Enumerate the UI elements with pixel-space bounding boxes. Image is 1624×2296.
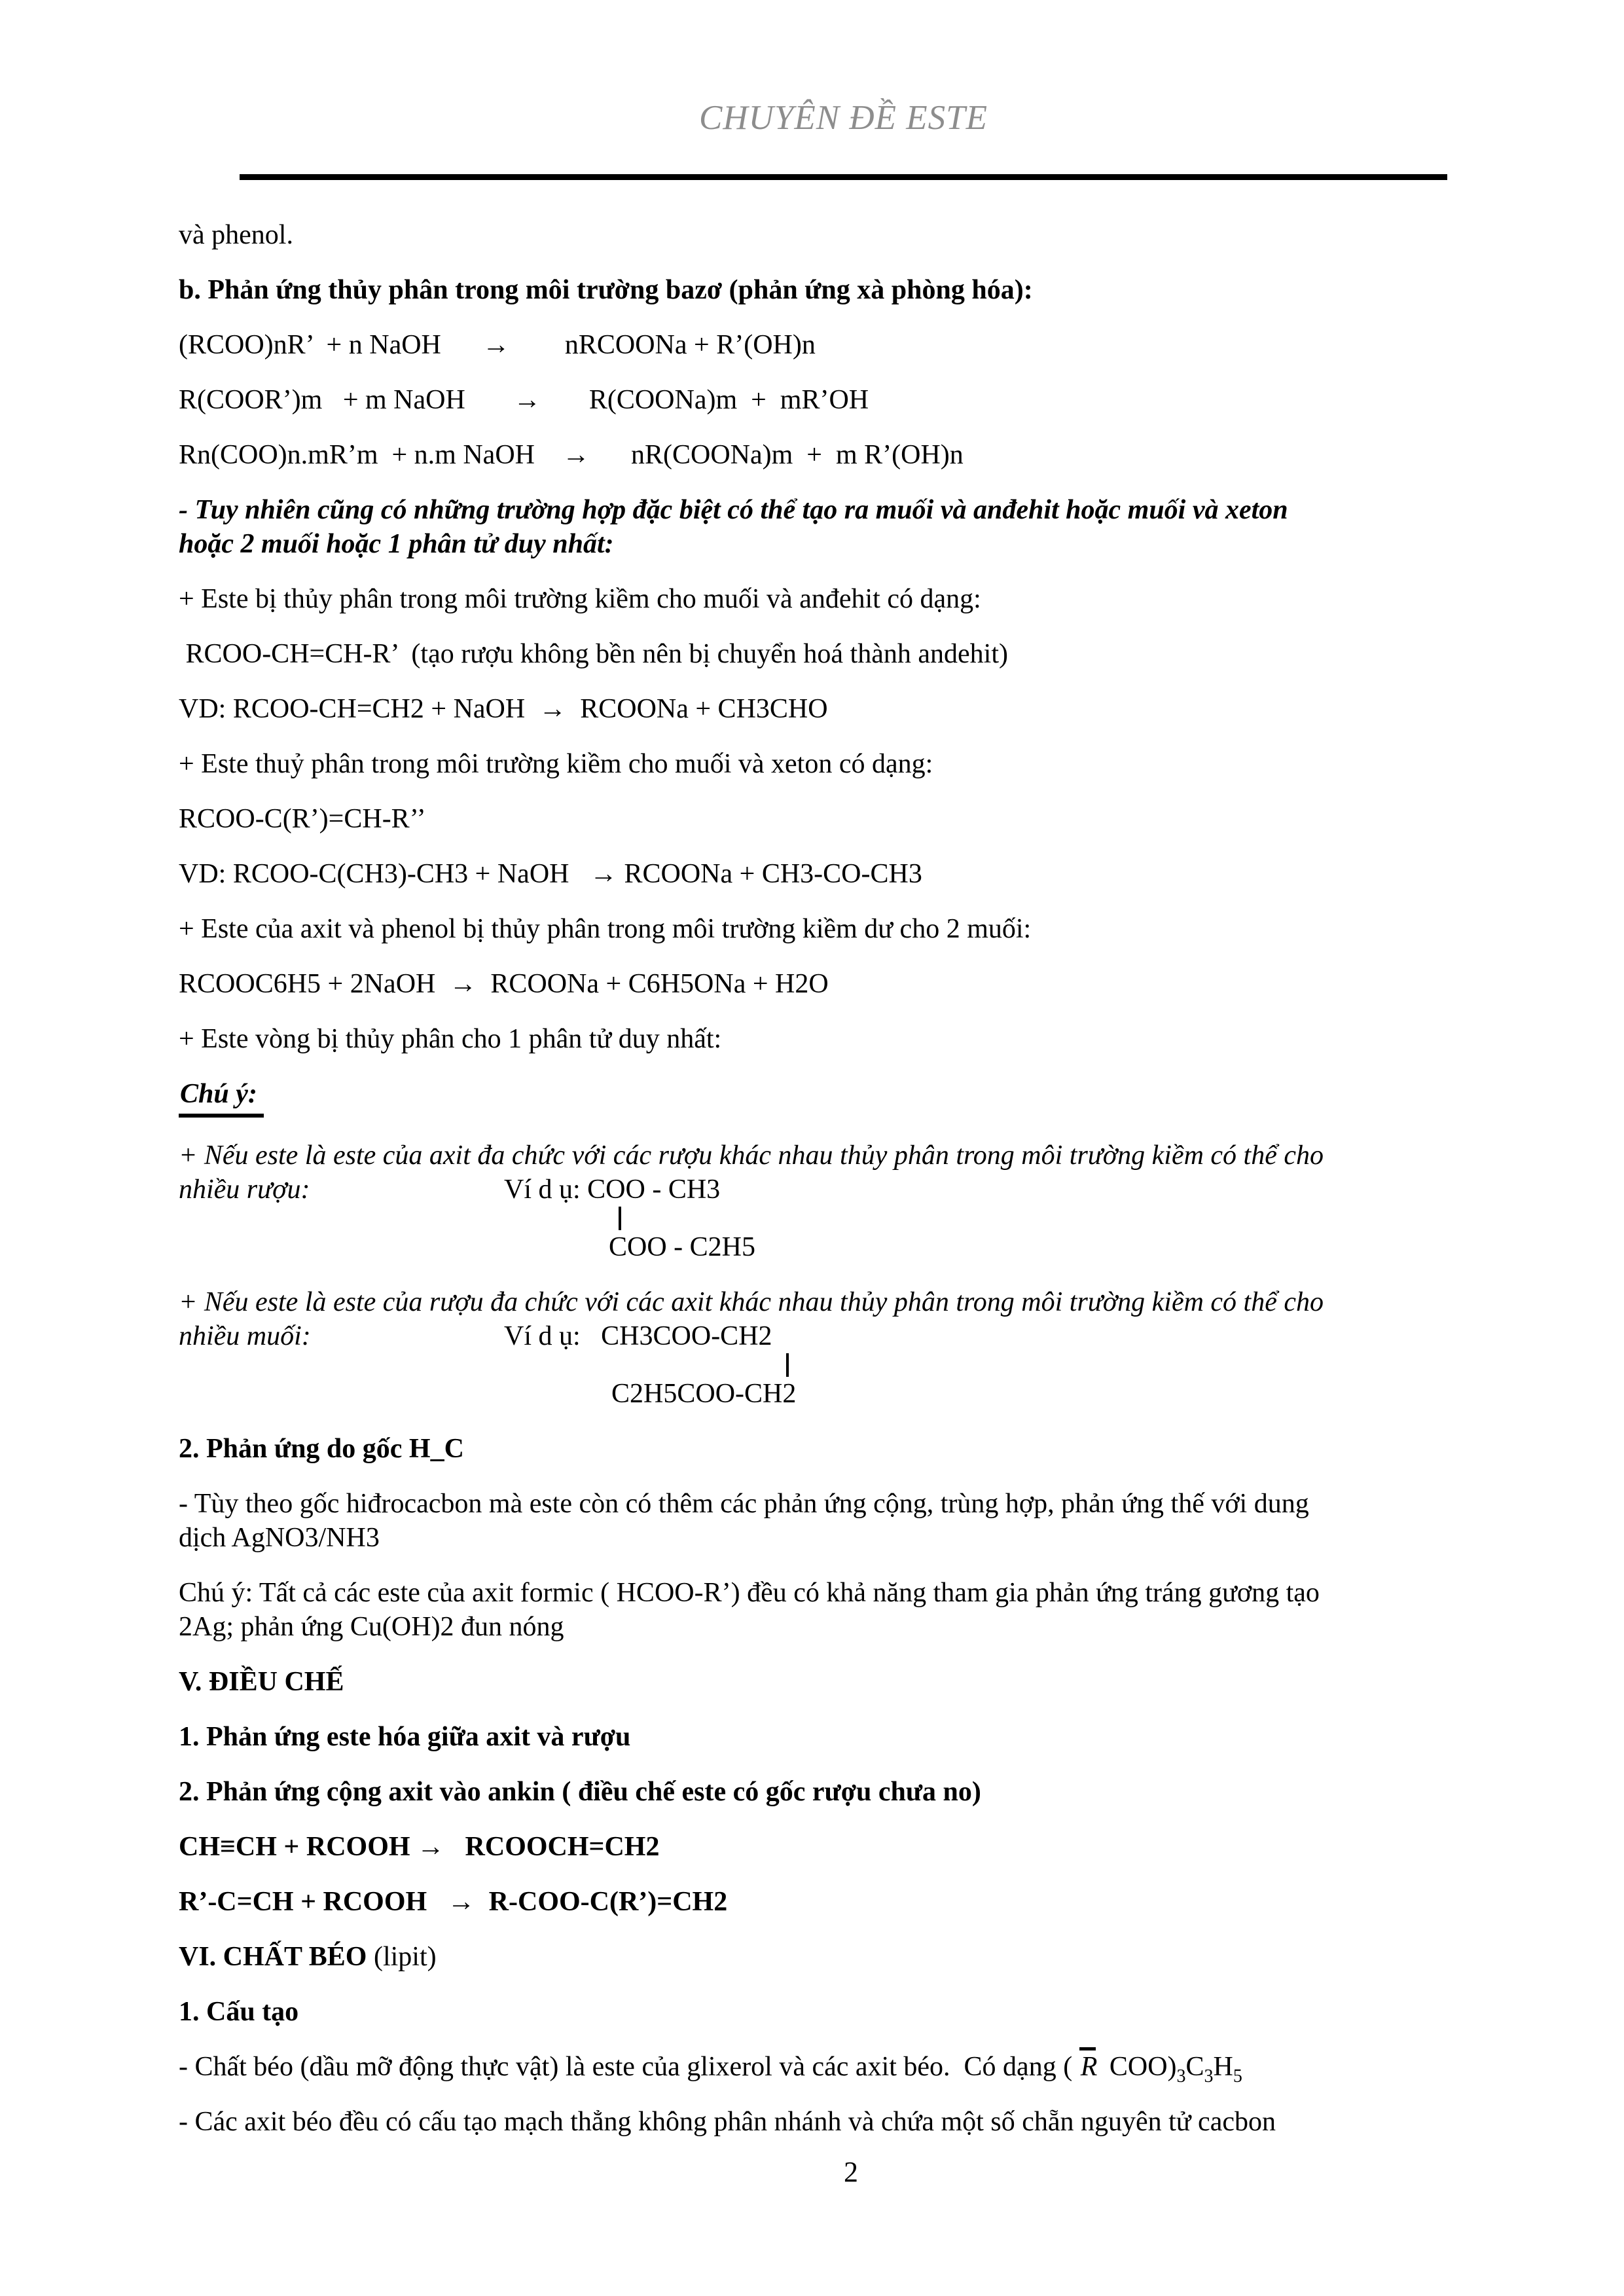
bond-line-muoi <box>786 1353 789 1377</box>
note-ruou-label: nhiều rượu: <box>179 1175 310 1205</box>
formula-rcoo-c-r: RCOO-C(R’)=CH-R’’ <box>179 804 426 834</box>
chat-beo-coo: COO) <box>1102 2052 1177 2082</box>
equation-saponification-1: (RCOO)nR’ + n NaOH → nRCOONa + R’(OH)n <box>179 330 816 360</box>
body-text <box>179 218 1454 2139</box>
note-muoi-line1: + Nếu este là este của rượu đa chức với các axit khác nhau thủy phân trong môi trường kiềm có thể cho <box>179 1287 1324 1317</box>
document-title: CHUYÊN ĐỀ ESTE <box>699 99 988 137</box>
note-ruou-line1: + Nếu este là este của axit đa chức với các rượu khác nhau thủy phân trong môi trường kiềm có thể cho <box>179 1140 1324 1171</box>
heading-dieu-che: V. ĐIỀU CHẾ <box>179 1667 344 1697</box>
bond-line-ruou <box>619 1207 621 1230</box>
heading-chat-beo-bold: VI. CHẤT BÉO <box>179 1942 367 1972</box>
chu-y-label: Chú ý: <box>179 1077 264 1118</box>
equation-saponification-2: R(COOR’)m + m NaOH → R(COONa)m + mR’OH <box>179 385 869 415</box>
note-muoi-label: nhiều muối: <box>179 1321 311 1351</box>
heading-cong-axit-ankin: 2. Phản ứng cộng axit vào ankin ( điều chế este có gốc rượu chưa no) <box>179 1777 981 1807</box>
note-ruou-line2 <box>179 1173 1454 1207</box>
subscript-5: 5 <box>1233 2066 1242 2086</box>
paragraph-chat-beo <box>179 2050 1454 2084</box>
equation-phenol: RCOOC6H5 + 2NaOH → RCOONa + C6H5ONa + H2O <box>179 969 829 999</box>
equation-vd-andehit: VD: RCOO-CH=CH2 + NaOH → RCOONa + CH3CHO <box>179 694 828 724</box>
subscript-3b: 3 <box>1204 2066 1214 2086</box>
heading-chat-beo <box>179 1940 1454 1974</box>
heading-chat-beo-lipit: (lipit) <box>367 1942 437 1972</box>
paragraph-chu-y-formic-line2: 2Ag; phản ứng Cu(OH)2 đun nóng <box>179 1612 564 1642</box>
chat-beo-c: C <box>1185 2052 1204 2082</box>
chu-y-heading <box>179 1077 1454 1118</box>
header-rule <box>240 174 1447 180</box>
heading-goc-hc: 2. Phản ứng do gốc H_C <box>179 1434 464 1464</box>
equation-ankin-1: CH≡CH + RCOOH → RCOOCH=CH2 <box>179 1832 660 1862</box>
paragraph-cac-axit-beo: - Các axit béo đều có cấu tạo mạch thẳng không phân nhánh và chứa một số chẵn nguyên tử cacbon <box>179 2107 1276 2137</box>
page-number: 2 <box>844 2156 858 2188</box>
paragraph-este-xeton: + Este thuỷ phân trong môi trường kiềm cho muối và xeton có dạng: <box>179 749 933 779</box>
equation-saponification-3: Rn(COO)n.mR’m + n.m NaOH → nR(COONa)m + m R’(OH)n <box>179 440 964 470</box>
paragraph-este-phenol: + Este của axit và phenol bị thủy phân trong môi trường kiềm dư cho 2 muối: <box>179 914 1032 944</box>
r-bar-symbol: R <box>1079 2050 1103 2084</box>
equation-ankin-2: R’-C=CH + RCOOH → R-COO-C(R’)=CH2 <box>179 1887 728 1917</box>
formula-rcoo-ch-ch-r: RCOO-CH=CH-R’ (tạo rượu không bền nên bị chuyển hoá thành andehit) <box>179 639 1008 669</box>
chat-beo-h: H <box>1213 2052 1233 2082</box>
paragraph-va-phenol: và phenol. <box>179 220 293 250</box>
subscript-3a: 3 <box>1176 2066 1186 2086</box>
heading-este-hoa: 1. Phản ứng este hóa giữa axit và rượu <box>179 1722 631 1752</box>
note-muoi-bottom-formula: C2H5COO-CH2 <box>611 1379 797 1409</box>
note-muoi-line2 <box>179 1319 1454 1353</box>
heading-saponification: b. Phản ứng thủy phân trong môi trường bazơ (phản ứng xà phòng hóa): <box>179 275 1033 305</box>
note-ruou-bottom-formula: COO - C2H5 <box>609 1232 756 1262</box>
equation-vd-xeton: VD: RCOO-C(CH3)-CH3 + NaOH → RCOONa + CH3-CO-CH3 <box>179 859 922 889</box>
chat-beo-text: - Chất béo (dầu mỡ động thực vật) là este của glixerol và các axit béo. Có dạng ( <box>179 2052 1079 2082</box>
note-special-line1: - Tuy nhiên cũng có những trường hợp đặc biệt có thể tạo ra muối và anđehit hoặc muối và xeton <box>179 495 1288 525</box>
note-ruou-example: Ví d ụ: COO - CH3 <box>504 1175 721 1205</box>
heading-cau-tao: 1. Cấu tạo <box>179 1997 299 2027</box>
note-special-line2: hoặc 2 muối hoặc 1 phân tử duy nhất: <box>179 529 614 559</box>
note-muoi-example: Ví d ụ: CH3COO-CH2 <box>504 1321 772 1351</box>
paragraph-este-vong: + Este vòng bị thủy phân cho 1 phân tử duy nhất: <box>179 1024 722 1054</box>
paragraph-tuy-theo-line1: - Tùy theo gốc hiđrocacbon mà este còn có thêm các phản ứng cộng, trùng hợp, phản ứng thế với dung <box>179 1489 1309 1519</box>
paragraph-este-andehit: + Este bị thủy phân trong môi trường kiềm cho muối và anđehit có dạng: <box>179 584 981 614</box>
paragraph-tuy-theo-line2: dịch AgNO3/NH3 <box>179 1523 380 1553</box>
paragraph-chu-y-formic-line1: Chú ý: Tất cả các este của axit formic ( HCOO-R’) đều có khả năng tham gia phản ứng tráng gương tạo <box>179 1578 1320 1608</box>
